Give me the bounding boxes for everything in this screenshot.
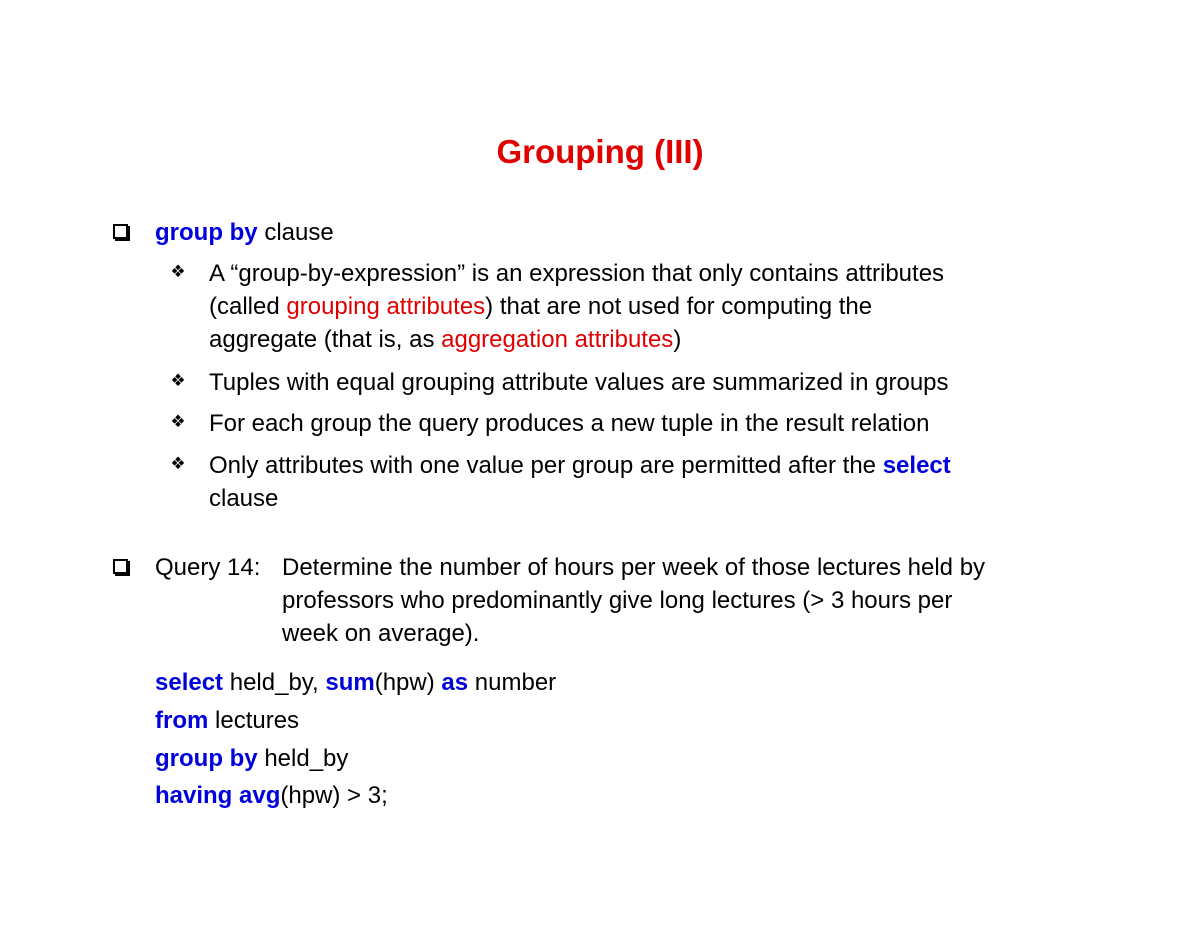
square-bullet-icon bbox=[113, 559, 128, 574]
sql-line-select bbox=[155, 666, 556, 699]
text-segment: ) that are not used for computing the bbox=[485, 293, 873, 320]
highlight-aggregation-attributes: aggregation attributes bbox=[441, 326, 674, 353]
text-segment: (hpw) > 3; bbox=[280, 782, 388, 809]
keyword-having: having bbox=[155, 782, 233, 809]
query-label: Query 14: bbox=[155, 554, 261, 581]
keyword-sum: sum bbox=[325, 669, 375, 696]
keyword-avg: avg bbox=[239, 782, 281, 809]
bullet-group-by bbox=[155, 216, 334, 249]
sub-bullet-4-line-2: clause bbox=[209, 485, 279, 512]
keyword-from: from bbox=[155, 707, 209, 734]
text-segment: (called bbox=[209, 293, 287, 320]
sub-bullet-2: Tuples with equal grouping attribute values are summarized in groups bbox=[209, 369, 949, 396]
square-bullet-icon bbox=[113, 224, 128, 239]
diamond-bullet-icon: ❖ bbox=[170, 262, 186, 281]
text-segment: (hpw) bbox=[374, 669, 442, 696]
text-segment bbox=[232, 782, 239, 809]
text-segment: held_by bbox=[257, 745, 349, 772]
sub-bullet-1-line-3 bbox=[209, 323, 681, 356]
text-segment: ) bbox=[673, 326, 682, 353]
text-segment: aggregate (that is, as bbox=[209, 326, 442, 353]
keyword-select: select bbox=[882, 452, 951, 479]
sql-line-group-by bbox=[155, 742, 348, 775]
keyword-group-by: group by bbox=[155, 745, 258, 772]
bullet-text: clause bbox=[257, 219, 334, 246]
sub-bullet-1-line-2 bbox=[209, 290, 872, 323]
diamond-bullet-icon: ❖ bbox=[170, 371, 186, 390]
sub-bullet-3: For each group the query produces a new tuple in the result relation bbox=[209, 410, 930, 437]
query-text-line-3: week on average). bbox=[282, 620, 480, 647]
diamond-bullet-icon: ❖ bbox=[170, 412, 186, 431]
keyword-group-by: group by bbox=[155, 219, 258, 246]
query-text-line-1: Determine the number of hours per week of those lectures held by bbox=[282, 554, 986, 581]
diamond-bullet-icon: ❖ bbox=[170, 454, 186, 473]
keyword-select: select bbox=[155, 669, 224, 696]
slide-title: Grouping (III) bbox=[496, 133, 704, 170]
sql-line-from bbox=[155, 704, 299, 737]
keyword-as: as bbox=[441, 669, 469, 696]
sql-line-having bbox=[155, 779, 388, 812]
text-segment: number bbox=[468, 669, 557, 696]
text-segment: Only attributes with one value per group are permitted after the bbox=[209, 452, 883, 479]
text-segment: held_by, bbox=[223, 669, 326, 696]
sub-bullet-1-line-1: A “group-by-expression” is an expression that only contains attributes bbox=[209, 260, 945, 287]
sub-bullet-4-line-1 bbox=[209, 449, 951, 482]
text-segment: lectures bbox=[208, 707, 300, 734]
highlight-grouping-attributes: grouping attributes bbox=[286, 293, 486, 320]
query-text-line-2: professors who predominantly give long lectures (> 3 hours per bbox=[282, 587, 953, 614]
